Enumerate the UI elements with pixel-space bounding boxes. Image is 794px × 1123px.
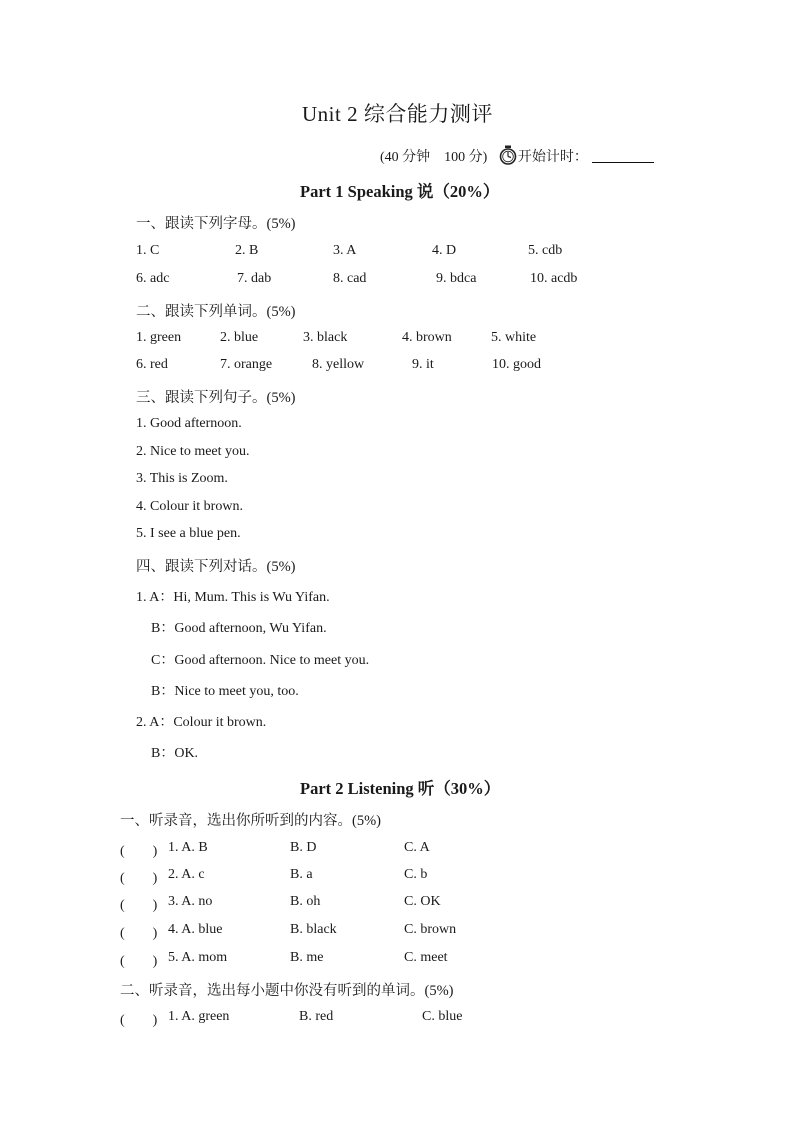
letter-item: 4. D bbox=[432, 243, 457, 258]
dialogue-line: B：Good afternoon, Wu Yifan. bbox=[151, 621, 327, 636]
question-option-b: B. me bbox=[290, 950, 324, 965]
part1-heading: Part 1 Speaking 说（20%） bbox=[300, 182, 500, 201]
letter-item: 6. adc bbox=[136, 271, 170, 286]
word-item: 4. brown bbox=[402, 330, 452, 345]
part2-s1-title: 一、听录音，选出你所听到的内容。(5%) bbox=[120, 813, 381, 829]
question-option-a: 1. A. B bbox=[168, 840, 208, 855]
page-title: Unit 2 综合能力测评 bbox=[302, 102, 493, 126]
start-time-blank[interactable] bbox=[592, 148, 654, 163]
question-option-b: B. black bbox=[290, 922, 337, 937]
letter-item: 2. B bbox=[235, 243, 259, 258]
word-item: 6. red bbox=[136, 357, 168, 372]
question-option-b: B. a bbox=[290, 867, 313, 882]
dialogue-line: B：Nice to meet you, too. bbox=[151, 684, 299, 699]
question-option-b: B. D bbox=[290, 840, 317, 855]
letter-item: 9. bdca bbox=[436, 271, 477, 286]
word-item: 10. good bbox=[492, 357, 541, 372]
answer-bracket[interactable]: ( ) bbox=[120, 926, 158, 941]
word-item: 7. orange bbox=[220, 357, 273, 372]
word-item: 5. white bbox=[491, 330, 537, 345]
dialogue-line: 2. A：Colour it brown. bbox=[136, 715, 267, 730]
dialogue-line: B：OK. bbox=[151, 746, 199, 761]
letter-item: 5. cdb bbox=[528, 243, 563, 258]
question-option-c: C. blue bbox=[422, 1009, 463, 1024]
question-option-a: 3. A. no bbox=[168, 894, 213, 909]
dialogue-line: C：Good afternoon. Nice to meet you. bbox=[151, 653, 370, 668]
part1-s1-title: 一、跟读下列字母。(5%) bbox=[136, 216, 296, 232]
sentence-item: 2. Nice to meet you. bbox=[136, 444, 250, 459]
question-option-a: 1. A. green bbox=[168, 1009, 230, 1024]
word-item: 3. black bbox=[303, 330, 348, 345]
word-item: 1. green bbox=[136, 330, 182, 345]
question-option-a: 4. A. blue bbox=[168, 922, 223, 937]
sentence-item: 4. Colour it brown. bbox=[136, 499, 243, 514]
question-option-c: C. b bbox=[404, 867, 428, 882]
letter-item: 3. A bbox=[333, 243, 357, 258]
sentence-item: 3. This is Zoom. bbox=[136, 471, 228, 486]
part1-s4-title: 四、跟读下列对话。(5%) bbox=[136, 559, 296, 575]
letter-item: 7. dab bbox=[237, 271, 272, 286]
answer-bracket[interactable]: ( ) bbox=[120, 954, 158, 969]
question-option-c: C. OK bbox=[404, 894, 441, 909]
word-item: 9. it bbox=[412, 357, 434, 372]
question-option-b: B. red bbox=[299, 1009, 334, 1024]
start-timer-label: 开始计时： bbox=[517, 150, 588, 165]
question-option-a: 5. A. mom bbox=[168, 950, 228, 965]
time-score-info bbox=[380, 145, 654, 166]
part2-s2-title: 二、听录音，选出每小题中你没有听到的单词。(5%) bbox=[120, 983, 454, 999]
answer-bracket[interactable]: ( ) bbox=[120, 1013, 158, 1028]
word-item: 8. yellow bbox=[312, 357, 365, 372]
answer-bracket[interactable]: ( ) bbox=[120, 844, 158, 859]
question-option-c: C. meet bbox=[404, 950, 448, 965]
question-option-c: C. A bbox=[404, 840, 430, 855]
letter-item: 8. cad bbox=[333, 271, 367, 286]
question-option-c: C. brown bbox=[404, 922, 457, 937]
word-item: 2. blue bbox=[220, 330, 259, 345]
time-score: (40 分钟 100 分) bbox=[380, 150, 488, 165]
answer-bracket[interactable]: ( ) bbox=[120, 898, 158, 913]
part2-heading: Part 2 Listening 听（30%） bbox=[300, 779, 501, 798]
sentence-item: 5. I see a blue pen. bbox=[136, 526, 241, 541]
part1-s2-title: 二、跟读下列单词。(5%) bbox=[136, 304, 296, 320]
letter-item: 1. C bbox=[136, 243, 160, 258]
answer-bracket[interactable]: ( ) bbox=[120, 871, 158, 886]
question-option-a: 2. A. c bbox=[168, 867, 205, 882]
sentence-item: 1. Good afternoon. bbox=[136, 416, 242, 431]
stopwatch-icon bbox=[499, 145, 517, 165]
question-option-b: B. oh bbox=[290, 894, 321, 909]
part1-s3-title: 三、跟读下列句子。(5%) bbox=[136, 390, 296, 406]
dialogue-line: 1. A：Hi, Mum. This is Wu Yifan. bbox=[136, 590, 330, 605]
letter-item: 10. acdb bbox=[530, 271, 578, 286]
